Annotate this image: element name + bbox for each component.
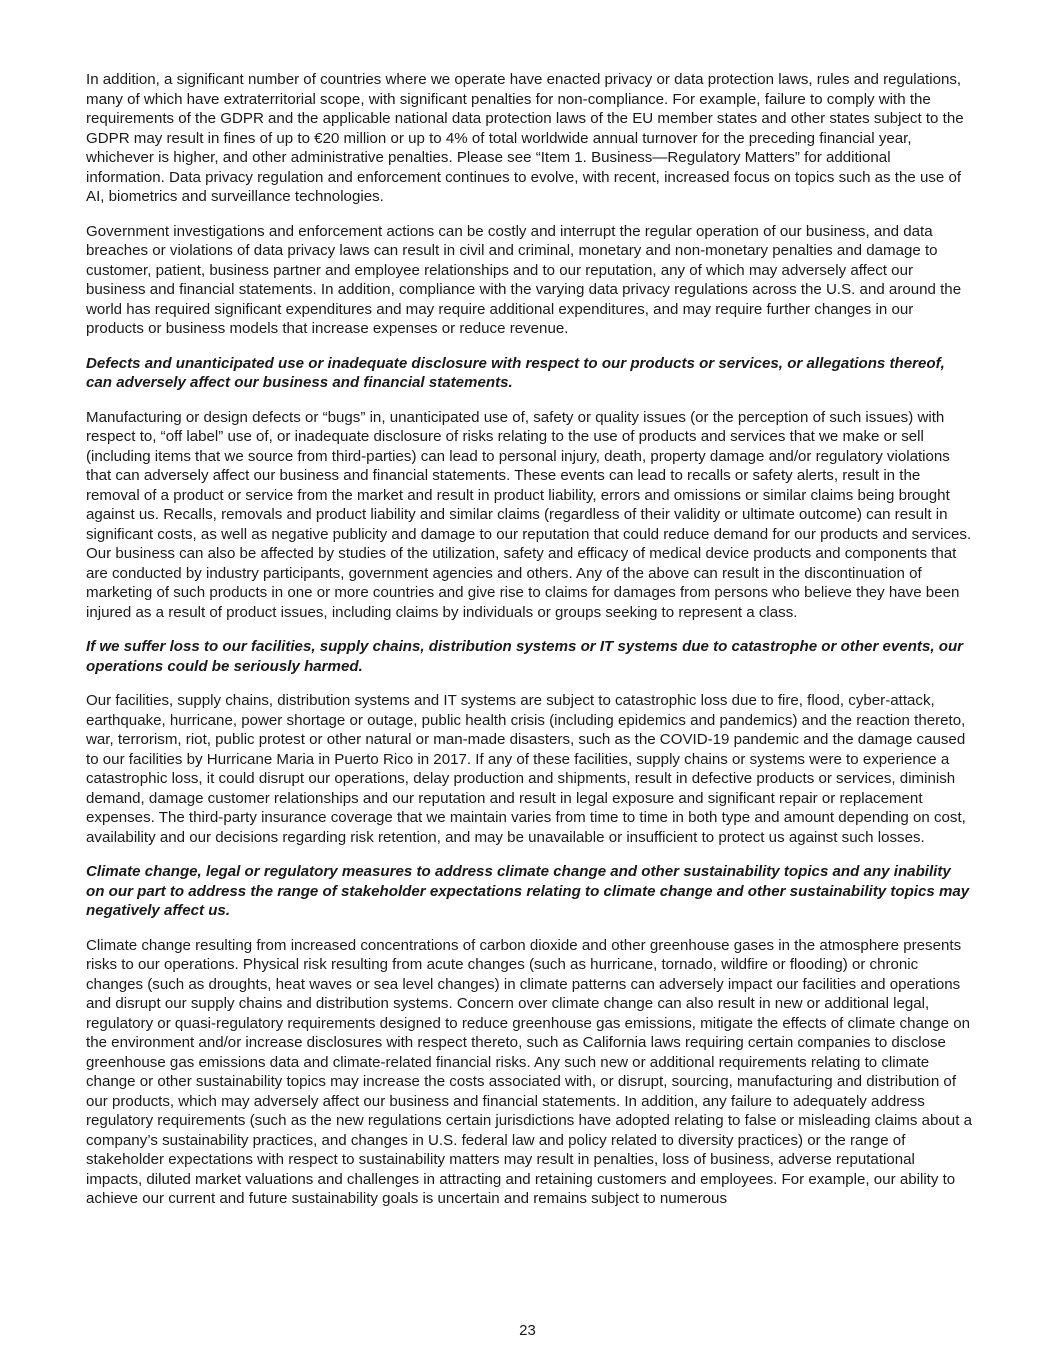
heading-defects-risk: Defects and unanticipated use or inadequate disclosure with respect to our products or services, or allegations thereof, can adversely affect our business and financial statements. xyxy=(86,354,945,391)
document-body xyxy=(86,70,972,1224)
paragraph-climate-risk: Climate change resulting from increased concentrations of carbon dioxide and other greenhouse gases in the atmosphere presents risks to our operations. Physical risk resulting from acute changes (such as hurricane, tornado, wildfire or flooding) or chronic changes (such as droughts, heat waves or sea level changes) in climate patterns can adversely impact our facilities and operations and disrupt our supply chains and distribution systems. Concern over climate change can also result in new or additional legal, regulatory or quasi-regulatory requirements designed to reduce greenhouse gas emissions, mitigate the effects of climate change on the environment and/or increase disclosures with respect thereto, such as California laws requiring certain companies to disclose greenhouse gas emissions data and climate-related financial risks. Any such new or additional requirements relating to climate change or other sustainability topics may increase the costs associated with, or disrupt, sourcing, manufacturing and distribution of our products, which may adversely affect our business and financial statements. In addition, any failure to adequately address regulatory requirements (such as the new regulations certain jurisdictions have adopted relating to false or misleading claims about a company’s sustainability practices, and changes in U.S. federal law and policy related to diversity practices) or the range of stakeholder expectations with respect to sustainability matters may result in penalties, loss of business, adverse reputational impacts, diluted market valuations and challenges in attracting and retaining customers and employees. For example, our ability to achieve our current and future sustainability goals is uncertain and remains subject to numerous xyxy=(86,936,972,1207)
paragraph-government-investigations: Government investigations and enforcement actions can be costly and interrupt the regular operation of our business, and data breaches or violations of data privacy laws can result in civil and criminal, monetary and non-monetary penalties and damage to customer, patient, business partner and employee relationships and to our reputation, any of which may adversely affect our business and financial statements. In addition, compliance with the varying data privacy regulations across the U.S. and around the world has required significant expenditures and may require additional expenditures, and may require further changes in our products or business models that increase expenses or reduce revenue. xyxy=(86,222,962,337)
paragraph-defects-risk: Manufacturing or design defects or “bugs” in, unanticipated use of, safety or quality issues (or the perception of such issues) with respect to, “off label” use of, or inadequate disclosure of risks relating to the use of products and services that we make or sell (including items that we source from third-parties) can lead to personal injury, death, property damage and/or regulatory violations that can adversely affect our business and financial statements. These events can lead to recalls or safety alerts, result in the removal of a product or service from the market and result in product liability, errors and omissions or similar claims being brought against us. Recalls, removals and product liability and similar claims (regardless of their validity or ultimate outcome) can result in significant costs, as well as negative publicity and damage to our reputation that could reduce demand for our products and services. Our business can also be affected by studies of the utilization, safety and efficacy of medical device products and components that are conducted by industry participants, government agencies and others. Any of the above can result in the discontinuation of marketing of such products in one or more countries and give rise to claims for damages from persons who believe they have been injured as a result of product issues, including claims by individuals or groups seeking to represent a class. xyxy=(86,408,972,621)
heading-climate-risk: Climate change, legal or regulatory measures to address climate change and other sustainability topics and any inability on our part to address the range of stakeholder expectations relating to climate change and other sustainability topics may negatively affect us. xyxy=(86,863,970,919)
heading-catastrophe-risk: If we suffer loss to our facilities, supply chains, distribution systems or IT systems due to catastrophe or other events, our operations could be seriously harmed. xyxy=(86,638,964,675)
paragraph-catastrophe-risk: Our facilities, supply chains, distribution systems and IT systems are subject to catastrophic loss due to fire, flood, cyber-attack, earthquake, hurricane, power shortage or outage, public health crisis (including epidemics and pandemics) and the reaction thereto, war, terrorism, riot, public protest or other natural or man-made disasters, such as the COVID-19 pandemic and the damage caused to our facilities by Hurricane Maria in Puerto Rico in 2017. If any of these facilities, supply chains or systems were to experience a catastrophic loss, it could disrupt our operations, delay production and shipments, result in defective products or services, diminish demand, damage customer relationships and our reputation and result in legal exposure and significant repair or replacement expenses. The third-party insurance coverage that we maintain varies from time to time in both type and amount depending on cost, availability and our decisions regarding risk retention, and may be unavailable or insufficient to protect us against such losses. xyxy=(86,692,966,846)
paragraph-data-protection-laws: In addition, a significant number of countries where we operate have enacted privacy or data protection laws, rules and regulations, many of which have extraterritorial scope, with significant penalties for non-compliance. For example, failure to comply with the requirements of the GDPR and the applicable national data protection laws of the EU member states and other states subject to the GDPR may result in fines of up to €20 million or up to 4% of total worldwide annual turnover for the preceding financial year, whichever is higher, and other administrative penalties. Please see “Item 1. Business—Regulatory Matters” for additional information. Data privacy regulation and enforcement continues to evolve, with recent, increased focus on topics such as the use of AI, biometrics and surveillance technologies. xyxy=(86,71,964,205)
page-number: 23 xyxy=(519,1322,536,1339)
